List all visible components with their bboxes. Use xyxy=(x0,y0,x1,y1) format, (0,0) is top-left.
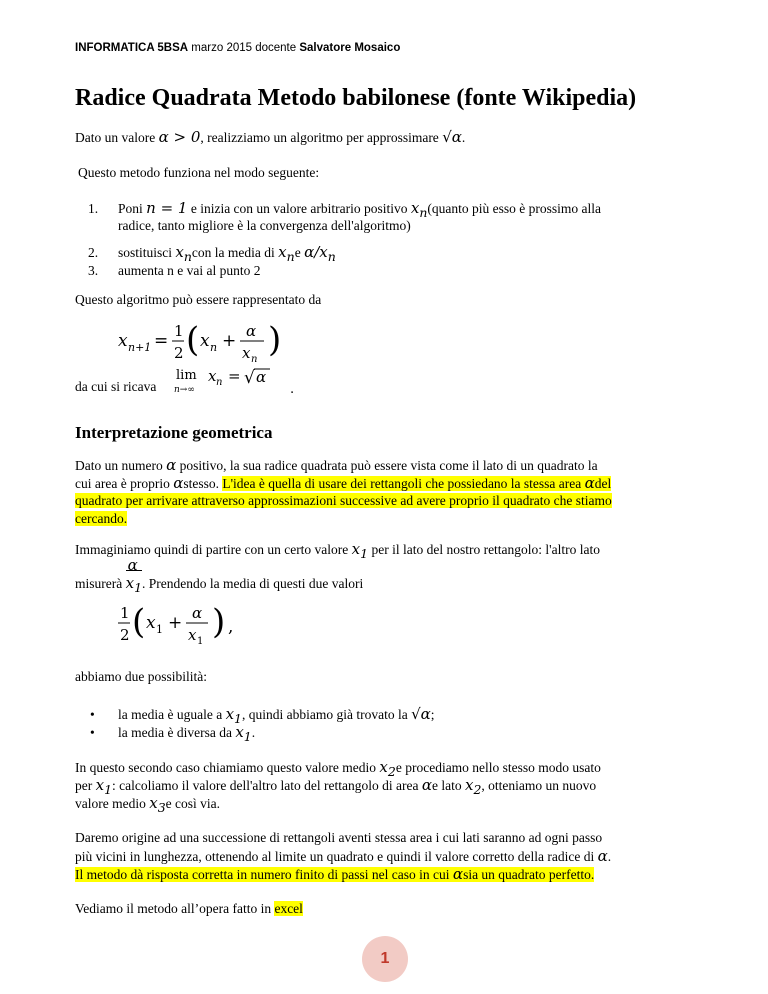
svg-text:2: 2 xyxy=(120,626,130,644)
geo-line-3: quadrato per arrivare attraverso approssimazioni successive ad avere proprio il quadrato che stiamo xyxy=(75,493,612,508)
svg-text:1: 1 xyxy=(120,604,130,622)
geo-line-2: cui area è proprio αstesso. L'idea è quella di usare dei rettangoli che possiedano la stessa area αdel xyxy=(75,474,612,492)
svg-text:α: α xyxy=(246,322,257,340)
svg-text:=: = xyxy=(228,367,241,385)
math-xn: $x_n$ xyxy=(410,199,428,220)
svg-text:): ) xyxy=(268,320,282,360)
imagine-line-1: Immaginiamo quindi di partire con un certo valore $x_1$ per il lato del nostro rettangolo: l'altro lato xyxy=(75,540,600,561)
math-alpha-over-xn: $\alpha/x_n$ xyxy=(304,243,336,264)
intro-works: Questo metodo funziona nel modo seguente: xyxy=(78,165,320,180)
svg-text:(: ( xyxy=(186,320,200,360)
recurrence-formula xyxy=(118,314,318,368)
svg-text:α: α xyxy=(192,604,203,622)
section-title-geometrica: Interpretazione geometrica xyxy=(75,423,273,442)
svg-text:x: x xyxy=(118,331,128,351)
svg-text:√: √ xyxy=(244,368,255,388)
header-course: INFORMATICA 5BSA xyxy=(75,42,189,54)
svg-text:+: + xyxy=(168,613,183,633)
geo-line-4: cercando. xyxy=(75,511,128,526)
svg-text:=: = xyxy=(154,331,169,351)
conclusion-line-1: Daremo origine ad una successione di rettangoli aventi stessa area i cui lati saranno ad ogni passo xyxy=(75,830,603,845)
page-header xyxy=(75,42,400,54)
math-sqrt-alpha: √α xyxy=(442,128,462,146)
bullet-1: • la media è uguale a $x_1$, quindi abbiamo già trovato la √α; xyxy=(90,705,435,726)
svg-text:x: x xyxy=(188,626,197,644)
step-1: 1. Poni n = 1 e inizia con un valore arbitrario positivo $x_n(quanto$ più esso è prossimo alla xyxy=(88,199,602,220)
svg-text:x: x xyxy=(242,344,251,362)
svg-text:x: x xyxy=(200,331,210,351)
second-case-line-2: per $x_1$: calcoliamo il valore dell'altro lato del rettangolo di area αe lato $x_2$, otteniamo un nuovo xyxy=(75,776,597,797)
second-case-line-1: In questo secondo caso chiamiamo questo valore medio $x_2e$ procediamo nello stesso modo usato xyxy=(75,758,601,779)
svg-text:+: + xyxy=(222,331,237,351)
math-n-eq-1: n = 1 xyxy=(146,199,188,217)
svg-text:.: . xyxy=(290,382,294,397)
svg-text:1: 1 xyxy=(197,636,204,647)
second-case-line-3: valore medio $x_3e$ così via. xyxy=(75,794,221,815)
highlight-idea: L'idea è quella di usare dei rettangoli che possiedano la stessa area αdel xyxy=(222,474,612,492)
svg-text:n+1: n+1 xyxy=(128,341,152,354)
svg-text:): ) xyxy=(212,602,226,642)
svg-text:,: , xyxy=(228,617,234,637)
svg-text:α: α xyxy=(256,368,267,386)
bullet-2: • la media è diversa da $x_1$. xyxy=(90,723,256,744)
svg-text:n: n xyxy=(251,354,258,365)
svg-text:n: n xyxy=(216,377,223,388)
excel-line: Vediamo il metodo all’opera fatto in excel xyxy=(75,901,303,916)
step-1-cont: radice, tanto migliore è la convergenza dell'algoritmo) xyxy=(118,218,411,233)
page-title: Radice Quadrata Metodo babilonese (fonte Wikipedia) xyxy=(75,85,637,111)
imagine-line-2: misurerà α $x_1$. Prendendo la media di questi due valori xyxy=(75,556,364,595)
derive-line: da cui si ricava xyxy=(75,379,157,394)
header-date: marzo 2015 docente xyxy=(191,42,297,54)
svg-text:n: n xyxy=(210,341,218,354)
svg-text:n→∞: n→∞ xyxy=(174,385,195,395)
svg-text:1: 1 xyxy=(156,623,163,636)
conclusion-line-2: più vicini in lunghezza, ottenendo al limite un quadrato e quindi il valore corretto della radice di α. xyxy=(75,847,612,865)
represented-text: Questo algoritmo può essere rappresentato da xyxy=(75,292,322,307)
svg-text:x: x xyxy=(208,367,217,385)
svg-text:2: 2 xyxy=(174,344,184,362)
geo-line-1: Dato un numero α positivo, la sua radice quadrata può essere vista come il lato di un quadrato la xyxy=(75,456,598,474)
excel-link[interactable]: excel xyxy=(274,901,303,916)
svg-text:(: ( xyxy=(132,602,146,642)
limit-formula xyxy=(174,367,294,397)
svg-text:x: x xyxy=(146,613,156,633)
page-number: 1 xyxy=(362,936,408,982)
step-2: 2. sostituisci $x_ncon$ la media di $x_ne$ $\alpha/x_n$ xyxy=(88,243,336,264)
svg-text:1: 1 xyxy=(174,322,184,340)
step-3: 3. aumenta n e vai al punto 2 xyxy=(88,263,261,278)
intro-given: Dato un valore α > 0, realizziamo un algoritmo per approssimare √α. xyxy=(75,128,466,146)
two-cases: abbiamo due possibilità: xyxy=(75,669,207,684)
highlight-perfect-square: Il metodo dà risposta corretta in numero finito di passi nel caso in cui αsia un quadrato perfetto. xyxy=(75,865,595,883)
conclusion-line-3 xyxy=(75,865,594,884)
math-alpha-gt-zero: α > 0 xyxy=(158,128,201,146)
header-teacher: Salvatore Mosaico xyxy=(299,42,401,54)
mean-formula xyxy=(118,596,258,650)
svg-text:lim: lim xyxy=(176,368,197,383)
math-alpha-over-x1: α $x_1$ xyxy=(125,556,143,595)
